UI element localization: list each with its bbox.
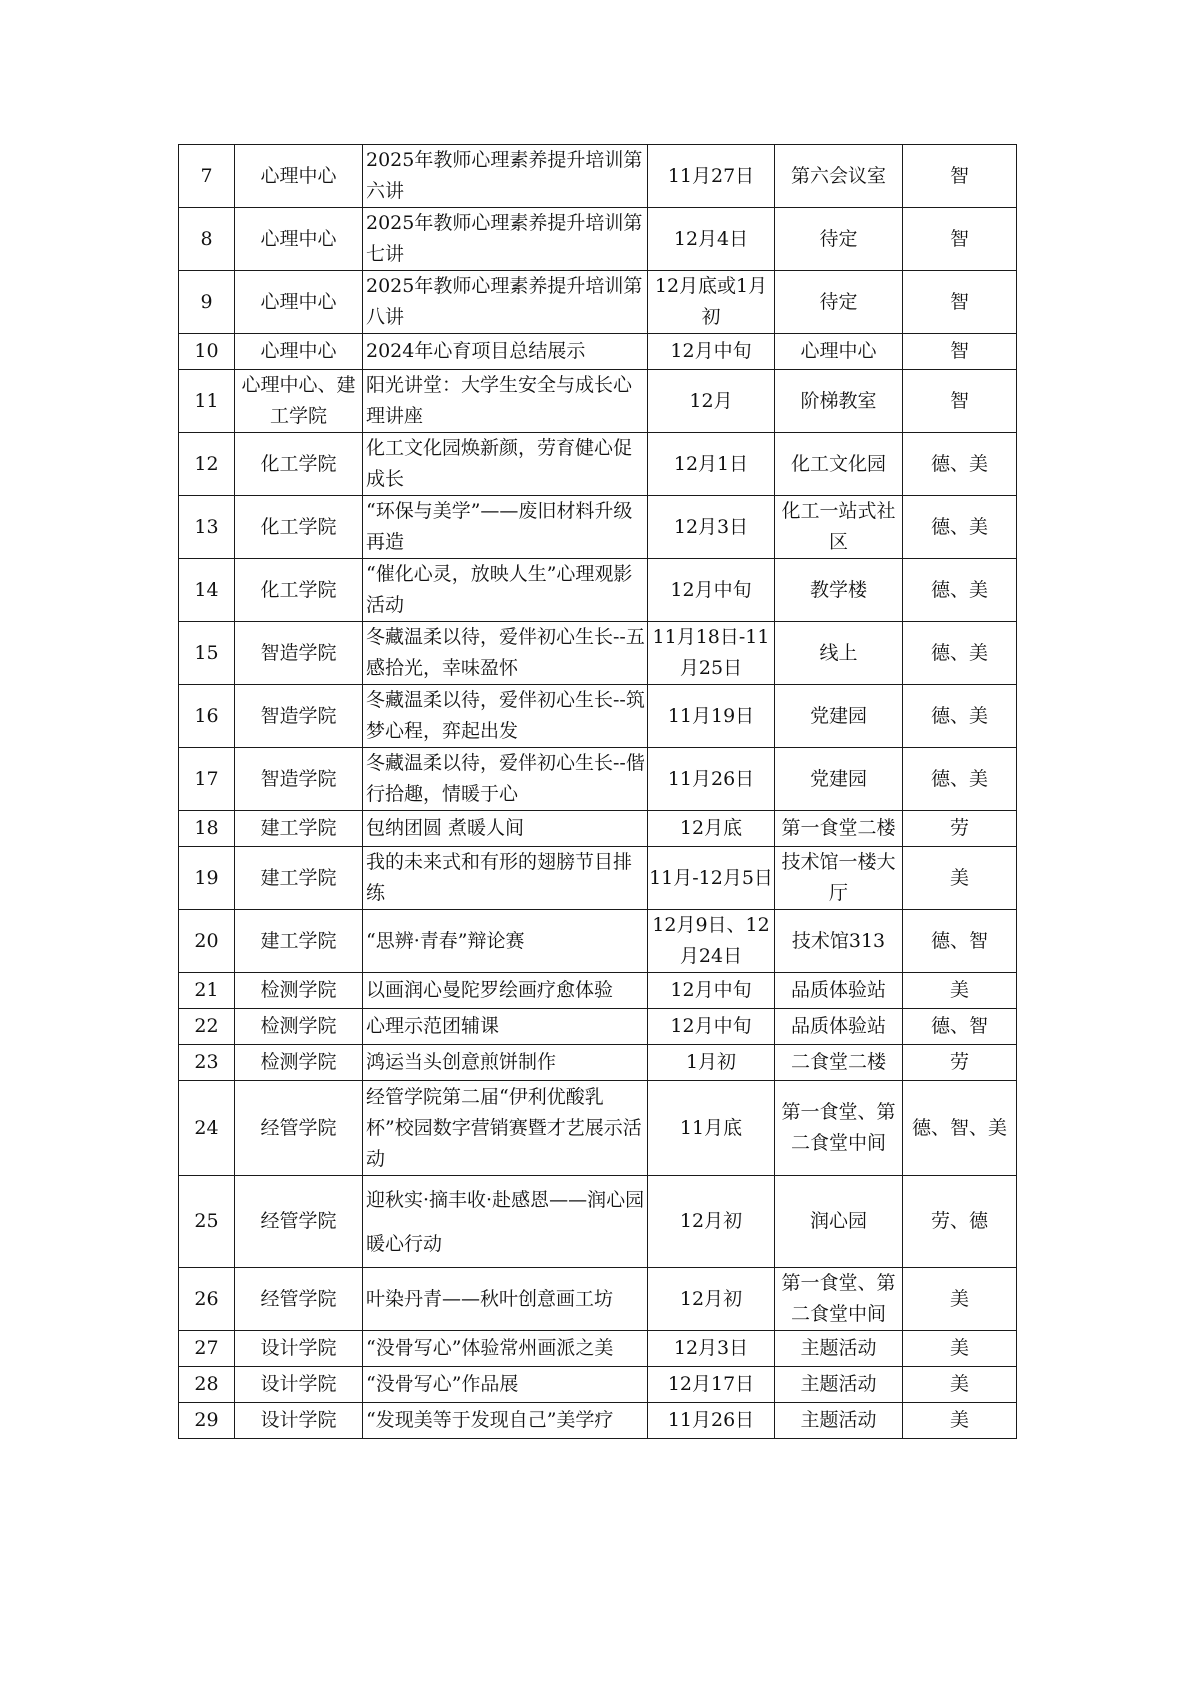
schedule-table-body xyxy=(179,145,1017,1439)
cell-title: 2025年教师心理素养提升培训第六讲 xyxy=(363,145,648,208)
cell-type: 德、美 xyxy=(903,433,1017,496)
cell-type: 劳 xyxy=(903,1045,1017,1081)
cell-time: 11月26日 xyxy=(648,748,775,811)
cell-org: 心理中心、建工学院 xyxy=(235,370,363,433)
cell-place: 主题活动 xyxy=(775,1367,903,1403)
cell-place: 第六会议室 xyxy=(775,145,903,208)
cell-time: 12月4日 xyxy=(648,208,775,271)
table-row xyxy=(179,1331,1017,1367)
cell-title: “环保与美学”——废旧材料升级再造 xyxy=(363,496,648,559)
cell-title: “没骨写心”作品展 xyxy=(363,1367,648,1403)
cell-type: 德、美 xyxy=(903,685,1017,748)
cell-title: “没骨写心”体验常州画派之美 xyxy=(363,1331,648,1367)
cell-title: 阳光讲堂：大学生安全与成长心理讲座 xyxy=(363,370,648,433)
table-row xyxy=(179,1045,1017,1081)
cell-org: 心理中心 xyxy=(235,208,363,271)
cell-place: 品质体验站 xyxy=(775,1009,903,1045)
cell-type: 美 xyxy=(903,847,1017,910)
table-row xyxy=(179,496,1017,559)
cell-place: 二食堂二楼 xyxy=(775,1045,903,1081)
table-row xyxy=(179,370,1017,433)
cell-title: 鸿运当头创意煎饼制作 xyxy=(363,1045,648,1081)
cell-no: 12 xyxy=(179,433,235,496)
cell-time: 1月初 xyxy=(648,1045,775,1081)
cell-type: 劳 xyxy=(903,811,1017,847)
cell-time: 11月底 xyxy=(648,1081,775,1176)
cell-time: 11月-12月5日 xyxy=(648,847,775,910)
cell-org: 检测学院 xyxy=(235,973,363,1009)
cell-time: 12月17日 xyxy=(648,1367,775,1403)
cell-no: 24 xyxy=(179,1081,235,1176)
cell-no: 11 xyxy=(179,370,235,433)
cell-place: 技术馆313 xyxy=(775,910,903,973)
cell-place: 第一食堂二楼 xyxy=(775,811,903,847)
cell-place: 润心园 xyxy=(775,1176,903,1268)
cell-org: 建工学院 xyxy=(235,910,363,973)
cell-place: 党建园 xyxy=(775,748,903,811)
cell-place: 主题活动 xyxy=(775,1331,903,1367)
cell-org: 心理中心 xyxy=(235,271,363,334)
cell-time: 12月初 xyxy=(648,1268,775,1331)
cell-no: 14 xyxy=(179,559,235,622)
cell-no: 25 xyxy=(179,1176,235,1268)
cell-org: 建工学院 xyxy=(235,811,363,847)
table-row xyxy=(179,1403,1017,1439)
cell-time: 12月底或1月初 xyxy=(648,271,775,334)
cell-time: 12月中旬 xyxy=(648,973,775,1009)
cell-type: 智 xyxy=(903,334,1017,370)
cell-title: 冬藏温柔以待，爱伴初心生长--偕行拾趣，情暖于心 xyxy=(363,748,648,811)
cell-time: 12月中旬 xyxy=(648,334,775,370)
cell-time: 12月底 xyxy=(648,811,775,847)
table-row xyxy=(179,622,1017,685)
cell-place: 第一食堂、第二食堂中间 xyxy=(775,1081,903,1176)
table-row xyxy=(179,685,1017,748)
cell-org: 化工学院 xyxy=(235,496,363,559)
cell-place: 化工文化园 xyxy=(775,433,903,496)
cell-org: 心理中心 xyxy=(235,145,363,208)
cell-title: 迎秋实·摘丰收·赴感恩——润心园暖心行动 xyxy=(363,1176,648,1268)
cell-title: 包纳团圆 煮暖人间 xyxy=(363,811,648,847)
cell-title: 心理示范团辅课 xyxy=(363,1009,648,1045)
cell-time: 12月 xyxy=(648,370,775,433)
cell-org: 设计学院 xyxy=(235,1403,363,1439)
cell-title: 2025年教师心理素养提升培训第七讲 xyxy=(363,208,648,271)
cell-no: 29 xyxy=(179,1403,235,1439)
cell-org: 检测学院 xyxy=(235,1009,363,1045)
cell-title: 我的未来式和有形的翅膀节目排练 xyxy=(363,847,648,910)
cell-time: 11月26日 xyxy=(648,1403,775,1439)
cell-no: 17 xyxy=(179,748,235,811)
cell-no: 23 xyxy=(179,1045,235,1081)
table-row xyxy=(179,973,1017,1009)
cell-org: 智造学院 xyxy=(235,622,363,685)
cell-type: 德、美 xyxy=(903,622,1017,685)
cell-place: 心理中心 xyxy=(775,334,903,370)
cell-type: 美 xyxy=(903,1367,1017,1403)
table-row xyxy=(179,1009,1017,1045)
cell-type: 德、美 xyxy=(903,748,1017,811)
cell-time: 11月27日 xyxy=(648,145,775,208)
cell-time: 12月中旬 xyxy=(648,559,775,622)
table-row xyxy=(179,208,1017,271)
cell-type: 智 xyxy=(903,145,1017,208)
cell-org: 经管学院 xyxy=(235,1081,363,1176)
cell-place: 待定 xyxy=(775,208,903,271)
table-row xyxy=(179,271,1017,334)
cell-title: 以画润心曼陀罗绘画疗愈体验 xyxy=(363,973,648,1009)
cell-org: 智造学院 xyxy=(235,748,363,811)
cell-org: 化工学院 xyxy=(235,433,363,496)
cell-type: 美 xyxy=(903,973,1017,1009)
cell-place: 教学楼 xyxy=(775,559,903,622)
table-row xyxy=(179,145,1017,208)
cell-no: 20 xyxy=(179,910,235,973)
cell-place: 第一食堂、第二食堂中间 xyxy=(775,1268,903,1331)
cell-time: 12月中旬 xyxy=(648,1009,775,1045)
table-row xyxy=(179,1268,1017,1331)
table-row xyxy=(179,1081,1017,1176)
cell-place: 品质体验站 xyxy=(775,973,903,1009)
cell-no: 27 xyxy=(179,1331,235,1367)
cell-type: 劳、德 xyxy=(903,1176,1017,1268)
cell-title: 2025年教师心理素养提升培训第八讲 xyxy=(363,271,648,334)
table-row xyxy=(179,910,1017,973)
cell-type: 美 xyxy=(903,1403,1017,1439)
cell-title: “发现美等于发现自己”美学疗 xyxy=(363,1403,648,1439)
cell-title: 2024年心育项目总结展示 xyxy=(363,334,648,370)
cell-org: 设计学院 xyxy=(235,1367,363,1403)
cell-place: 化工一站式社区 xyxy=(775,496,903,559)
cell-org: 经管学院 xyxy=(235,1268,363,1331)
cell-org: 建工学院 xyxy=(235,847,363,910)
cell-type: 德、智 xyxy=(903,910,1017,973)
cell-no: 8 xyxy=(179,208,235,271)
cell-title: 叶染丹青——秋叶创意画工坊 xyxy=(363,1268,648,1331)
table-row xyxy=(179,1176,1017,1268)
cell-title: 经管学院第二届“伊利优酸乳杯”校园数字营销赛暨才艺展示活动 xyxy=(363,1081,648,1176)
cell-time: 12月9日、12月24日 xyxy=(648,910,775,973)
cell-title: 冬藏温柔以待，爱伴初心生长--五感拾光，幸味盈怀 xyxy=(363,622,648,685)
cell-org: 检测学院 xyxy=(235,1045,363,1081)
cell-org: 化工学院 xyxy=(235,559,363,622)
cell-type: 德、智、美 xyxy=(903,1081,1017,1176)
cell-no: 16 xyxy=(179,685,235,748)
cell-no: 13 xyxy=(179,496,235,559)
cell-place: 党建园 xyxy=(775,685,903,748)
cell-no: 18 xyxy=(179,811,235,847)
cell-type: 美 xyxy=(903,1268,1017,1331)
cell-no: 7 xyxy=(179,145,235,208)
cell-time: 12月初 xyxy=(648,1176,775,1268)
cell-place: 线上 xyxy=(775,622,903,685)
cell-no: 22 xyxy=(179,1009,235,1045)
cell-time: 11月19日 xyxy=(648,685,775,748)
cell-time: 11月18日-11月25日 xyxy=(648,622,775,685)
cell-time: 12月3日 xyxy=(648,496,775,559)
cell-title: 化工文化园焕新颜，劳育健心促成长 xyxy=(363,433,648,496)
activity-schedule-table xyxy=(178,144,1017,1439)
cell-no: 10 xyxy=(179,334,235,370)
cell-type: 智 xyxy=(903,271,1017,334)
cell-title: “思辨·青春”辩论赛 xyxy=(363,910,648,973)
table-row xyxy=(179,433,1017,496)
cell-type: 智 xyxy=(903,208,1017,271)
cell-place: 技术馆一楼大厅 xyxy=(775,847,903,910)
cell-type: 智 xyxy=(903,370,1017,433)
cell-type: 德、美 xyxy=(903,559,1017,622)
cell-type: 美 xyxy=(903,1331,1017,1367)
table-row xyxy=(179,1367,1017,1403)
table-row xyxy=(179,334,1017,370)
cell-org: 心理中心 xyxy=(235,334,363,370)
cell-no: 9 xyxy=(179,271,235,334)
cell-type: 德、智 xyxy=(903,1009,1017,1045)
cell-place: 阶梯教室 xyxy=(775,370,903,433)
cell-title: 冬藏温柔以待，爱伴初心生长--筑梦心程，弈起出发 xyxy=(363,685,648,748)
table-row xyxy=(179,559,1017,622)
cell-org: 设计学院 xyxy=(235,1331,363,1367)
table-row xyxy=(179,748,1017,811)
cell-no: 28 xyxy=(179,1367,235,1403)
cell-place: 待定 xyxy=(775,271,903,334)
table-row xyxy=(179,847,1017,910)
cell-time: 12月3日 xyxy=(648,1331,775,1367)
cell-org: 智造学院 xyxy=(235,685,363,748)
cell-type: 德、美 xyxy=(903,496,1017,559)
cell-no: 15 xyxy=(179,622,235,685)
cell-no: 26 xyxy=(179,1268,235,1331)
cell-no: 19 xyxy=(179,847,235,910)
cell-place: 主题活动 xyxy=(775,1403,903,1439)
table-row xyxy=(179,811,1017,847)
cell-org: 经管学院 xyxy=(235,1176,363,1268)
cell-time: 12月1日 xyxy=(648,433,775,496)
cell-title: “催化心灵，放映人生”心理观影活动 xyxy=(363,559,648,622)
cell-no: 21 xyxy=(179,973,235,1009)
